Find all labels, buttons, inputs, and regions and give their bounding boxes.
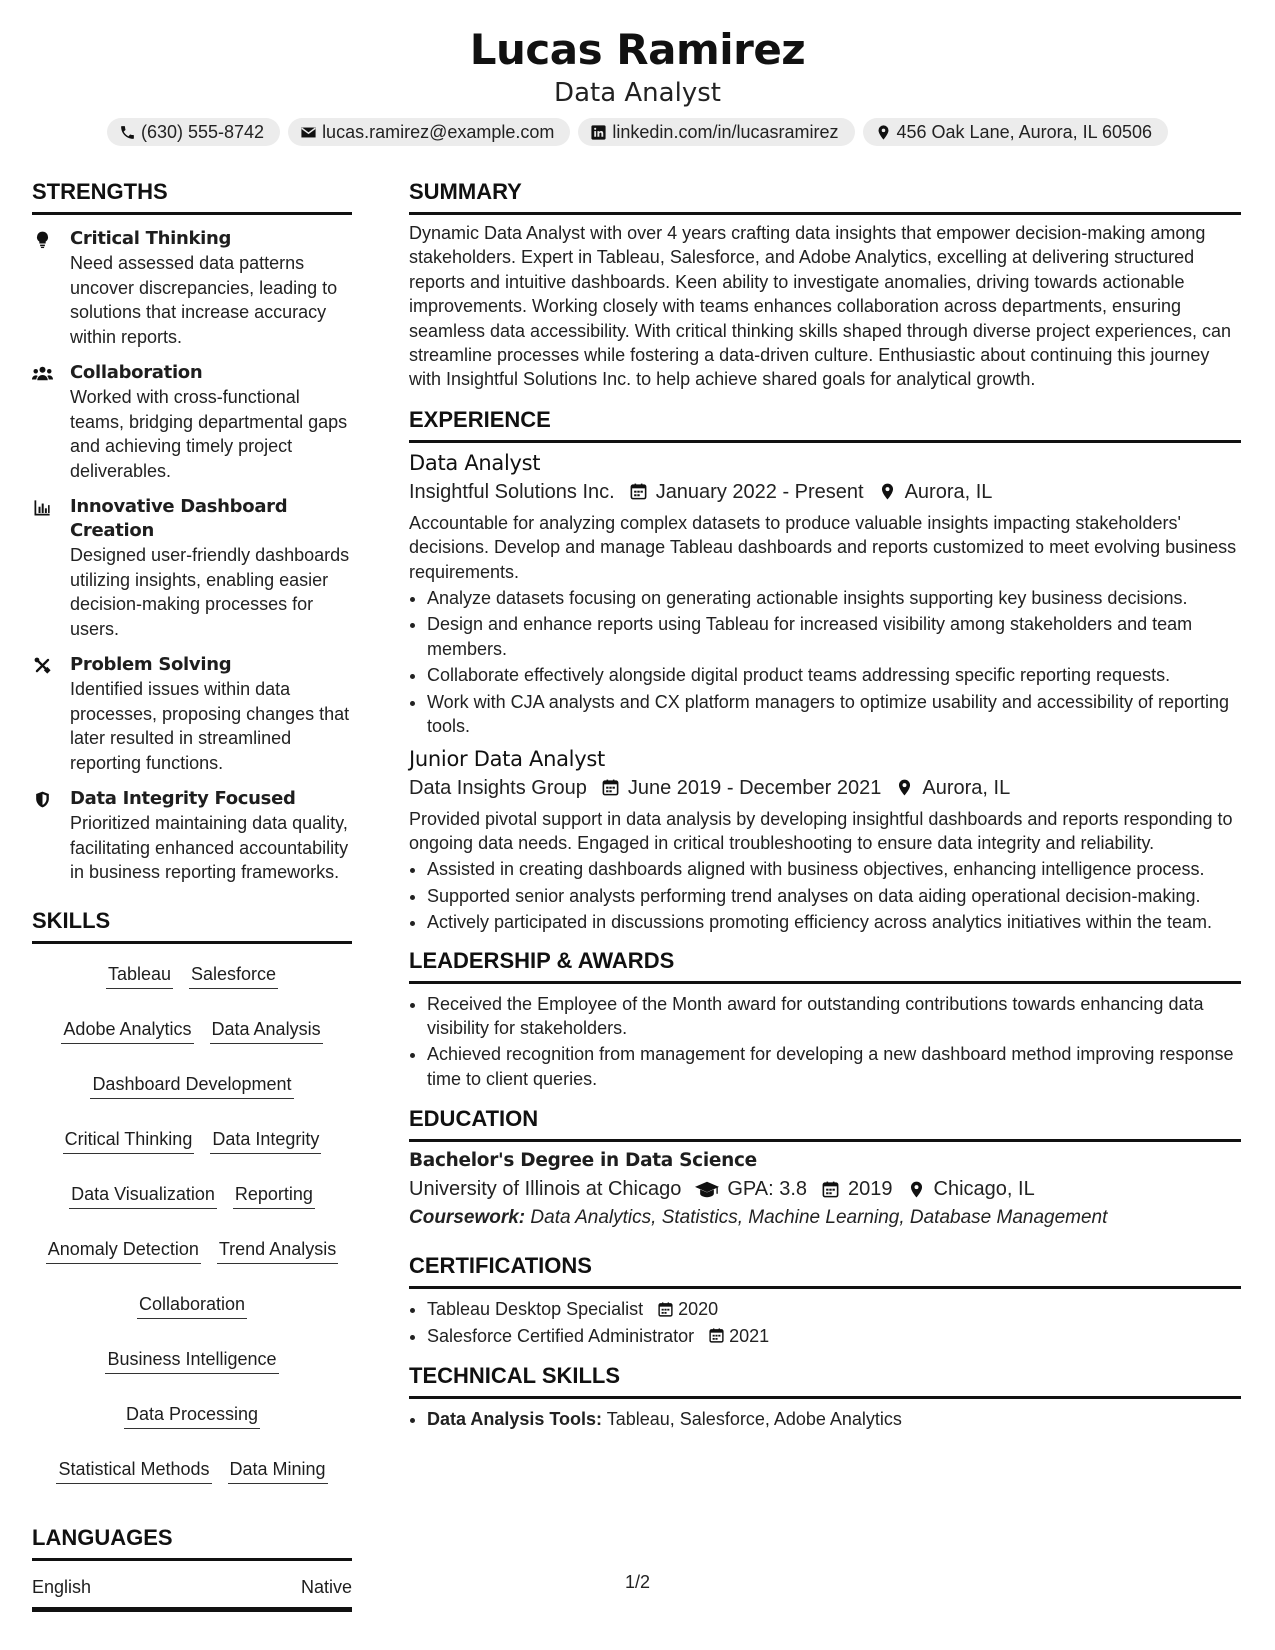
shield-icon bbox=[32, 790, 53, 809]
leadership-bullet: • Achieved recognition from management for developing a new dashboard method improving response time to client queries. bbox=[427, 1042, 1241, 1091]
skill-tag: Trend Analysis bbox=[217, 1237, 338, 1264]
leadership-bullets bbox=[409, 992, 1241, 1092]
certification-item bbox=[427, 1324, 1241, 1348]
job-bullet: • Work with CJA analysts and CX platform managers to optimize usability and accessibility of reporting tools. bbox=[427, 690, 1241, 739]
education-meta bbox=[409, 1174, 1241, 1204]
job-dates: January 2022 - Present bbox=[655, 480, 864, 503]
job-bullet: • Actively participated in discussions promoting efficiency across analytics initiatives within the team. bbox=[427, 910, 1241, 934]
certification-item bbox=[427, 1297, 1241, 1321]
calendar-icon bbox=[629, 482, 648, 501]
strength-title: Problem Solving bbox=[70, 654, 232, 675]
job-entry bbox=[409, 449, 1241, 739]
education-gpa: GPA: 3.8 bbox=[727, 1178, 808, 1201]
strength-item bbox=[32, 495, 352, 641]
envelope-icon bbox=[300, 124, 317, 141]
skill-tag: Salesforce bbox=[189, 962, 278, 989]
job-entry bbox=[409, 745, 1241, 935]
degree-name: Bachelor's Degree in Data Science bbox=[409, 1150, 757, 1172]
strength-item bbox=[32, 227, 352, 349]
strength-desc: Identified issues within data processes, proposing changes that later resulted in streamlined reporting functions. bbox=[70, 679, 350, 773]
contact-phone-text: (630) 555-8742 bbox=[140, 121, 265, 142]
technical-skills-title: TECHNICAL SKILLS bbox=[409, 1362, 1241, 1399]
job-title: Data Analyst bbox=[409, 450, 541, 475]
skill-tag: Business Intelligence bbox=[105, 1347, 278, 1374]
calendar-icon bbox=[601, 778, 620, 797]
job-description: Accountable for analyzing complex datasets to produce valuable insights impacting stakeholders' decisions. Develop and manage Tableau dashboards and reports customized to meet evolving business requirements. bbox=[409, 512, 1237, 582]
technical-skill-label: Data Analysis Tools: bbox=[427, 1408, 603, 1429]
strength-title: Collaboration bbox=[70, 362, 203, 383]
language-level: Native bbox=[300, 1576, 352, 1597]
job-location: Aurora, IL bbox=[922, 776, 1011, 799]
candidate-role: Data Analyst bbox=[554, 78, 721, 108]
strengths-title: STRENGTHS bbox=[32, 178, 352, 215]
map-pin-icon bbox=[875, 124, 892, 141]
users-icon bbox=[32, 364, 53, 383]
job-bullet: • Assisted in creating dashboards aligned with business objectives, enhancing intelligence process. bbox=[427, 857, 1241, 881]
strength-desc: Worked with cross-functional teams, bridging departmental gaps and achieving timely project deliverables. bbox=[70, 387, 348, 481]
skill-tag: Data Mining bbox=[228, 1457, 328, 1484]
phone-icon bbox=[119, 124, 136, 141]
contact-linkedin-text: linkedin.com/in/lucasramirez bbox=[612, 121, 839, 142]
skill-tag: Collaboration bbox=[137, 1292, 247, 1319]
job-bullets bbox=[409, 857, 1241, 934]
skill-tag: Data Integrity bbox=[210, 1127, 321, 1154]
right-column bbox=[409, 178, 1241, 1433]
job-company: Insightful Solutions Inc. bbox=[409, 480, 615, 503]
languages-title: LANGUAGES bbox=[32, 1524, 352, 1561]
calendar-icon bbox=[821, 1180, 840, 1199]
tools-icon bbox=[32, 656, 53, 675]
strength-item bbox=[32, 653, 352, 775]
contact-linkedin[interactable] bbox=[578, 118, 854, 146]
education-title: EDUCATION bbox=[409, 1105, 1241, 1142]
skill-tag: Critical Thinking bbox=[63, 1127, 195, 1154]
map-pin-icon bbox=[907, 1180, 926, 1199]
strength-title: Innovative Dashboard Creation bbox=[70, 496, 288, 541]
leadership-bullet: • Received the Employee of the Month award for outstanding contributions towards enhancing data visibility for stakeholders. bbox=[427, 992, 1241, 1041]
graduation-cap-icon bbox=[695, 1180, 719, 1199]
contact-phone[interactable] bbox=[107, 118, 280, 146]
leadership-title: LEADERSHIP & AWARDS bbox=[409, 947, 1241, 984]
resume-header bbox=[0, 22, 1275, 146]
technical-skills-list bbox=[409, 1407, 1241, 1431]
job-title: Junior Data Analyst bbox=[409, 746, 605, 771]
certifications-list bbox=[409, 1297, 1241, 1348]
job-bullet: • Analyze datasets focusing on generating actionable insights supporting key business decisions. bbox=[427, 586, 1241, 610]
coursework bbox=[409, 1204, 1241, 1232]
certifications-title: CERTIFICATIONS bbox=[409, 1252, 1241, 1289]
education-year: 2019 bbox=[848, 1178, 893, 1201]
calendar-icon bbox=[657, 1301, 674, 1318]
lightbulb-icon bbox=[32, 230, 53, 249]
contact-address bbox=[863, 118, 1169, 146]
skills-list bbox=[32, 962, 352, 1484]
job-description: Provided pivotal support in data analysis by developing insightful dashboards and reports responding to ongoing data needs. Engaged in critical troubleshooting to ensure data integrity and reliability. bbox=[409, 808, 1233, 853]
contact-email[interactable] bbox=[288, 118, 570, 146]
technical-skill-value: Tableau, Salesforce, Adobe Analytics bbox=[606, 1408, 902, 1429]
language-name: English bbox=[32, 1576, 92, 1597]
strength-title: Critical Thinking bbox=[70, 228, 232, 249]
coursework-list: Data Analytics, Statistics, Machine Learning, Database Management bbox=[530, 1207, 1108, 1229]
school-name: University of Illinois at Chicago bbox=[409, 1178, 682, 1201]
skill-tag: Data Visualization bbox=[69, 1182, 217, 1209]
skill-tag: Statistical Methods bbox=[56, 1457, 211, 1484]
strength-desc: Prioritized maintaining data quality, facilitating enhanced accountability in business reporting frameworks. bbox=[70, 813, 349, 882]
skill-tag: Reporting bbox=[233, 1182, 315, 1209]
job-meta bbox=[409, 477, 1241, 507]
skill-tag: Data Processing bbox=[124, 1402, 260, 1429]
contact-email-text: lucas.ramirez@example.com bbox=[322, 121, 555, 142]
left-column bbox=[32, 178, 352, 1612]
job-bullet: • Collaborate effectively alongside digital product teams addressing specific reporting requests. bbox=[427, 663, 1241, 687]
strength-title: Data Integrity Focused bbox=[70, 788, 296, 809]
job-meta bbox=[409, 773, 1241, 803]
job-dates: June 2019 - December 2021 bbox=[627, 776, 882, 799]
job-location: Aurora, IL bbox=[904, 480, 993, 503]
coursework-label: Coursework: bbox=[409, 1207, 526, 1229]
contact-bar bbox=[0, 118, 1275, 146]
education-entry bbox=[409, 1148, 1241, 1232]
education-location: Chicago, IL bbox=[933, 1178, 1035, 1201]
calendar-icon bbox=[708, 1327, 725, 1344]
skills-title: SKILLS bbox=[32, 907, 352, 944]
technical-skill-item bbox=[427, 1407, 1241, 1431]
candidate-name: Lucas Ramirez bbox=[469, 25, 806, 74]
map-pin-icon bbox=[895, 778, 914, 797]
experience-title: EXPERIENCE bbox=[409, 406, 1241, 443]
job-company: Data Insights Group bbox=[409, 776, 587, 799]
certification-name: • Salesforce Certified Administrator bbox=[427, 1325, 695, 1346]
skill-tag: Tableau bbox=[106, 962, 173, 989]
strength-item bbox=[32, 787, 352, 885]
skill-tag: Anomaly Detection bbox=[46, 1237, 201, 1264]
page-number: 1/2 bbox=[624, 1572, 651, 1592]
certification-year: 2020 bbox=[678, 1299, 719, 1320]
bar-chart-icon bbox=[32, 498, 53, 517]
summary-text: Dynamic Data Analyst with over 4 years crafting data insights that empower decision-making among stakeholders. Expert in Tableau, Salesforce, and Adobe Analytics, excelling at delivering structured reports and intuitive dashboards. Keen ability to investigate anomalies, driving towards actionable improvements. Working closely with teams enhances collaboration across departments, ensuring seamless data accessibility. With critical thinking skills shaped through diverse project experiences, can streamline processes while fostering a data-driven culture. Enthusiastic about continuing this journey with Insightful Solutions Inc. to help achieve shared goals for analytical growth. bbox=[409, 223, 1232, 390]
strength-desc: Designed user-friendly dashboards utilizing insights, enabling easier decision-making processes for users. bbox=[70, 545, 350, 639]
job-bullet: • Supported senior analysts performing trend analyses on data aiding operational decision-making. bbox=[427, 884, 1241, 908]
certification-year: 2021 bbox=[729, 1325, 770, 1346]
strength-desc: Need assessed data patterns uncover discrepancies, leading to solutions that increase accuracy within reports. bbox=[70, 253, 338, 347]
job-bullets bbox=[409, 586, 1241, 738]
certification-name: • Tableau Desktop Specialist bbox=[427, 1299, 644, 1320]
skill-tag: Adobe Analytics bbox=[61, 1017, 193, 1044]
linkedin-icon bbox=[590, 124, 607, 141]
skill-tag: Dashboard Development bbox=[90, 1072, 293, 1099]
contact-address-text: 456 Oak Lane, Aurora, IL 60506 bbox=[896, 121, 1153, 142]
summary-title: SUMMARY bbox=[409, 178, 1241, 215]
map-pin-icon bbox=[878, 482, 897, 501]
job-bullet: • Design and enhance reports using Tableau for increased visibility among stakeholders and team members. bbox=[427, 612, 1241, 661]
skill-tag: Data Analysis bbox=[210, 1017, 323, 1044]
strength-item bbox=[32, 361, 352, 483]
